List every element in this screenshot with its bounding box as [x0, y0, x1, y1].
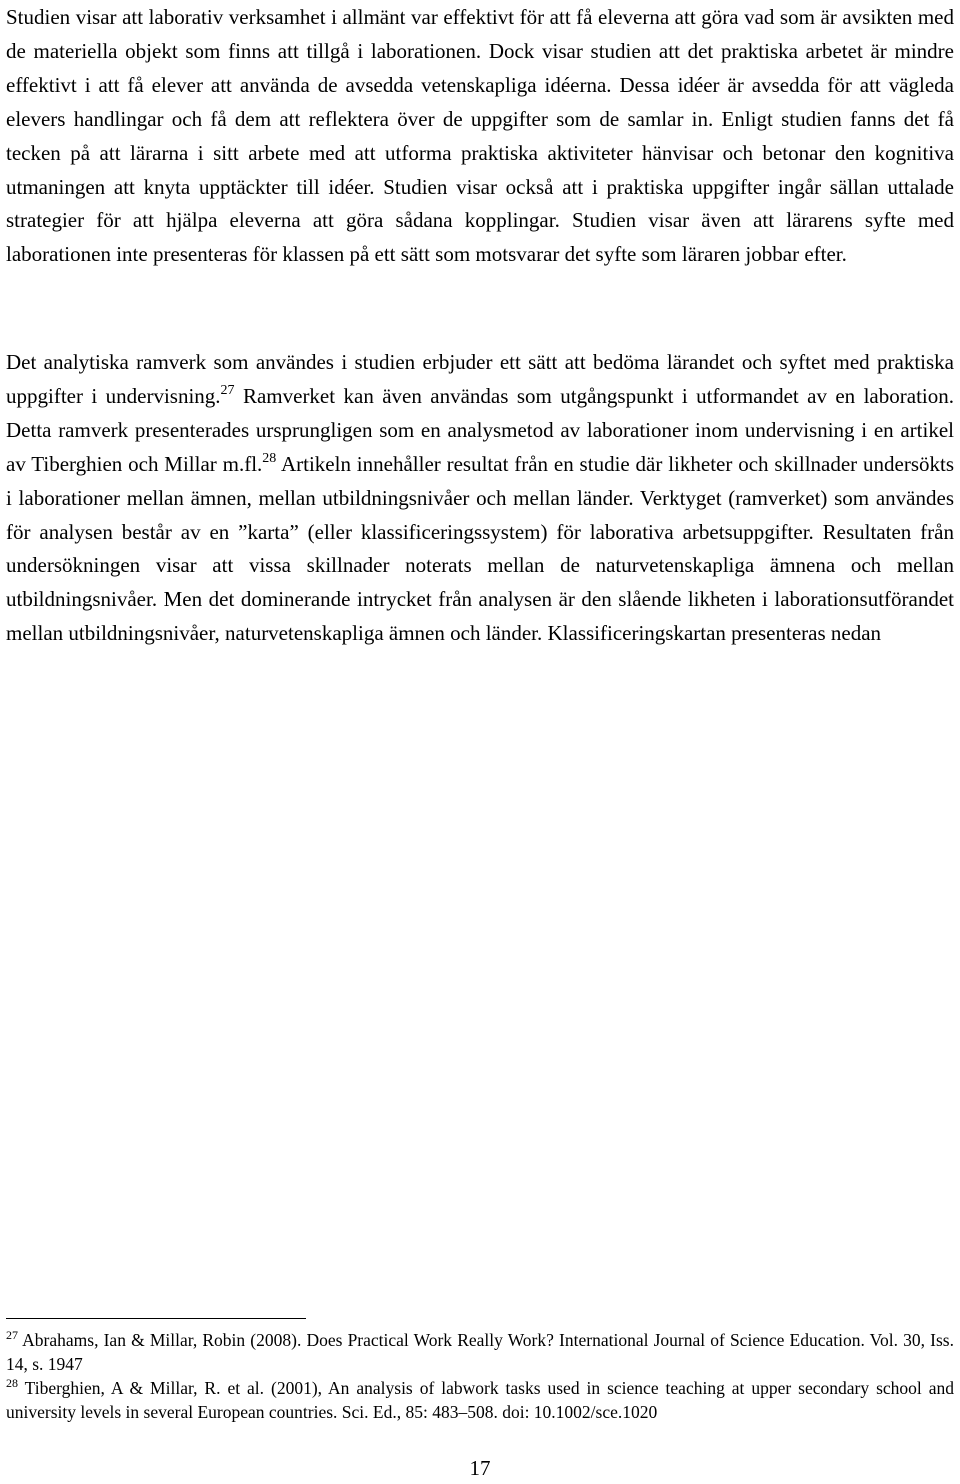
paragraph-2-text-1: Det analytiska ramverk som användes i studien erbjuder ett sätt att bedöma lärandet och syftet med praktiska uppgifter i undervisning.: [6, 350, 954, 408]
footnote-number-27: 27: [6, 1328, 18, 1342]
footnote-reference-28: 28: [262, 450, 277, 466]
footnote-text-28: Tiberghien, A & Millar, R. et al. (2001), An analysis of labwork tasks used in science teaching at upper secondary school and university levels in several European countries. Sci. Ed., 85: 483–508. doi: 10.1002/sce.1020: [6, 1378, 954, 1422]
paragraph-2-text-3: Artikeln innehåller resultat från en studie där likheter och skillnader undersökts i laborationer mellan ämnen, mellan utbildningsnivåer och mellan länder. Verktyget (ramverket) som användes för analysen består av en ”karta” (eller klassificeringssystem) för laborativa arbetsuppgifter. Resultaten från undersökningen visar att vissa skillnader noterats mellan de naturvetenskapliga ämnena och mellan utbildningsnivåer. Men det dominerande intrycket från analysen är den slående likheten i laborationsutförandet mellan utbildningsnivåer, naturvetenskapliga ämnen och länder. Klassificeringskartan presenteras nedan: [6, 451, 954, 646]
body-paragraph-1: Studien visar att laborativ verksamhet i allmänt var effektivt för att få eleverna att göra vad som är avsikten med de materiella objekt som finns att tillgå i laborationen. Dock visar studien att det praktiska arbetet är mindre effektivt i att få elever att använda de avsedda vetenskapliga idéerna. Dessa idéer är avsedda för att vägleda elevers handlingar och få dem att reflektera över de uppgifter som de samlar in. Enligt studien fanns det få tecken på att lärarna i sitt arbete med att utforma praktiska aktiviteter hänvisar och betonar den kognitiva utmaningen att knyta upptäckter till idéer. Studien visar också att i praktiska uppgifter ingår sällan uttalade strategier för att hjälpa eleverna att göra sådana kopplingar. Studien visar även att lärarens syfte med laborationen inte presenteras för klassen på ett sätt som motsvarar det syfte som läraren jobbar efter.: [6, 5, 954, 267]
page-number: 17: [469, 1456, 491, 1480]
paragraph-2-text-2: Ramverket kan även användas som utgångspunkt i utformandet av en laboration. Detta ramverk presenterades ursprungligen som en analysmetod av laborationer inom undervisning i en artikel av Tiberghien och Millar m.fl.: [6, 383, 954, 476]
footnote-divider: [6, 1318, 306, 1319]
footnote-27: [6, 1328, 954, 1376]
body-paragraph-2: [6, 346, 954, 651]
footnote-text-27: Abrahams, Ian & Millar, Robin (2008). Does Practical Work Really Work? International Journal of Science Education. Vol. 30, Iss. 14, s. 1947: [6, 1330, 954, 1374]
footnote-number-28: 28: [6, 1376, 18, 1390]
footnotes: [6, 1328, 954, 1424]
footnote-28: [6, 1376, 954, 1424]
document-page: [6, 0, 954, 1484]
footnote-reference-27: 27: [220, 382, 235, 398]
